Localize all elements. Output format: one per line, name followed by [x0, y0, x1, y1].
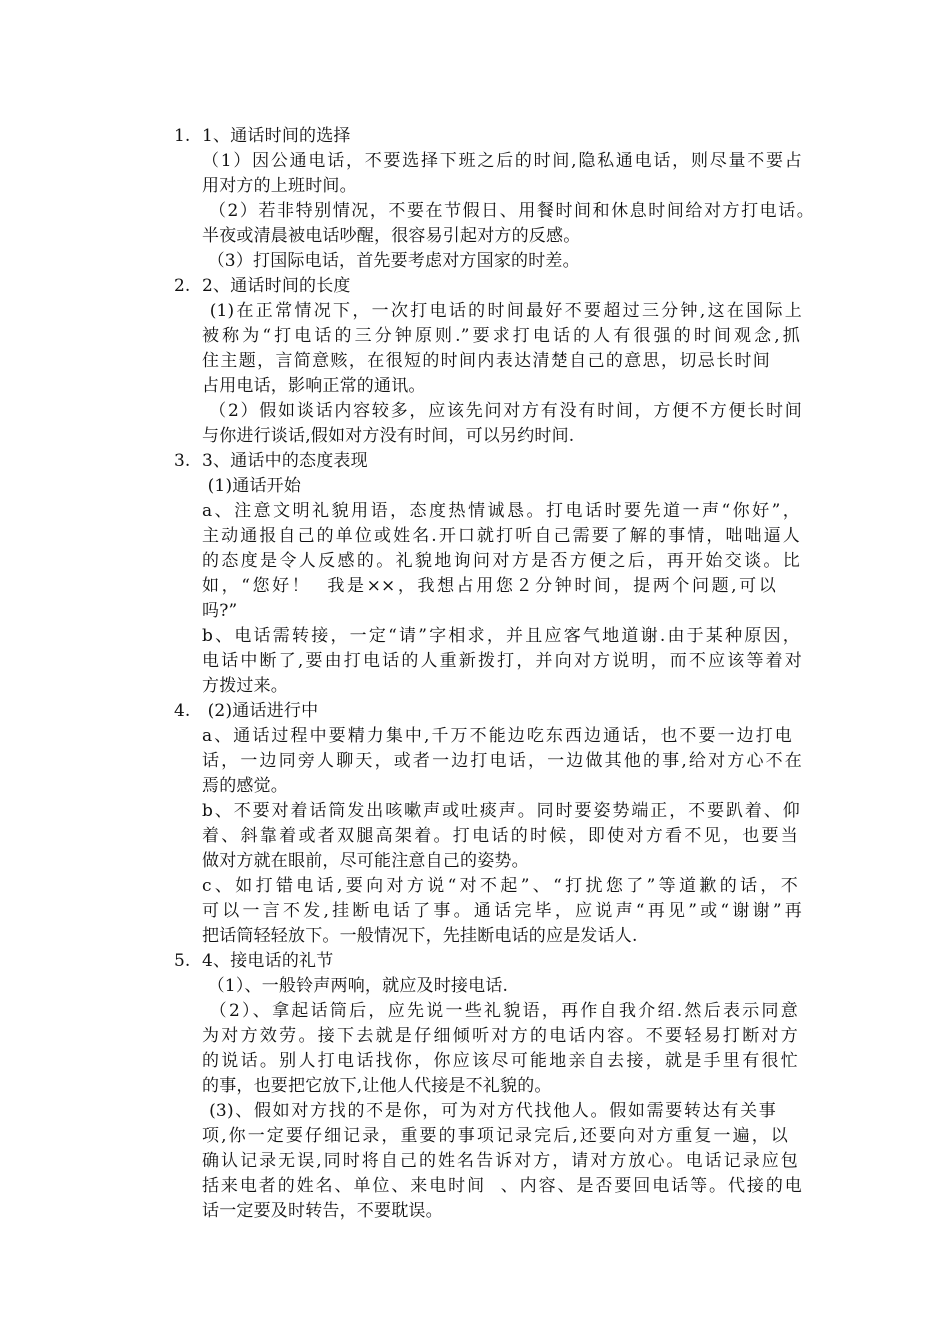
paragraph-line: 着、斜靠着或者双腿高架着。打电话的时候，即使对方看不见，也要当: [202, 826, 798, 846]
paragraph-line: 电话中断了,要由打电话的人重新拨打，并向对方说明，而不应该等着对: [202, 651, 802, 671]
paragraph-line: c、如打错电话,要向对方说“对不起”、“打扰您了”等道歉的话，不: [202, 876, 798, 896]
paragraph-line: 的态度是令人反感的。礼貌地询问对方是否方便之后，再开始交谈。比: [202, 551, 800, 571]
paragraph-line: 括来电者的姓名、单位、来电时间 、内容、是否要回电话等。代接的电: [202, 1176, 802, 1196]
section-heading: 2、通话时间的长度: [202, 276, 351, 296]
paragraph-line: b、不要对着话筒发出咳嗽声或吐痰声。同时要姿势端正，不要趴着、仰: [202, 801, 800, 821]
paragraph-line: 被称为“打电话的三分钟原则.”要求打电话的人有很强的时间观念,抓: [202, 326, 800, 346]
paragraph-line: (3)、假如对方找的不是你，可为对方代找他人。假如需要转达有关事: [202, 1101, 776, 1121]
paragraph-line: 项,你一定要仔细记录，重要的事项记录完后,还要向对方重复一遍，以: [202, 1126, 788, 1146]
paragraph-line: （2）、拿起话筒后，应先说一些礼貌语，再作自我介绍.然后表示同意: [202, 1001, 798, 1021]
list-number: 2.: [174, 276, 191, 296]
section-heading: 1、通话时间的选择: [202, 126, 351, 146]
paragraph-line: 话一定要及时转告，不要耽误。: [202, 1201, 443, 1221]
list-number: 3.: [174, 451, 191, 471]
paragraph-line: （3）打国际电话，首先要考虑对方国家的时差。: [202, 251, 580, 271]
paragraph-line: (1)在正常情况下，一次打电话的时间最好不要超过三分钟,这在国际上: [202, 301, 802, 321]
list-number: 4.: [174, 701, 191, 721]
paragraph-line: 做对方就在眼前，尽可能注意自己的姿势。: [202, 851, 529, 871]
paragraph-line: 如，“您好！ 我是××，我想占用您２分钟时间，提两个问题,可以: [202, 576, 776, 596]
paragraph-line: 的说话。别人打电话找你，你应该尽可能地亲自去接，就是手里有很忙: [202, 1051, 798, 1071]
paragraph-line: （2）假如谈话内容较多，应该先问对方有没有时间，方便不方便长时间: [202, 401, 802, 421]
paragraph-line: 的事，也要把它放下,让他人代接是不礼貌的。: [202, 1076, 552, 1096]
paragraph-line: 为对方效劳。接下去就是仔细倾听对方的电话内容。不要轻易打断对方: [202, 1026, 798, 1046]
paragraph-line: b、电话需转接，一定“请”字相求，并且应客气地道谢.由于某种原因，: [202, 626, 800, 646]
paragraph-line: 可以一言不发,挂断电话了事。通话完毕，应说声“再见”或“谢谢”再: [202, 901, 802, 921]
paragraph-line: a、通话过程中要精力集中,千万不能边吃东西边通话，也不要一边打电: [202, 726, 792, 746]
paragraph-line: （1）因公通电话，不要选择下班之后的时间,隐私通电话，则尽量不要占: [202, 151, 802, 171]
paragraph-line: 占用电话，影响正常的通讯。: [202, 376, 426, 396]
paragraph-line: 与你进行谈话,假如对方没有时间，可以另约时间.: [202, 426, 575, 446]
paragraph-line: (1)通话开始: [202, 476, 302, 496]
paragraph-line: 方拨过来。: [202, 676, 288, 696]
section-heading: 4、接电话的礼节: [202, 951, 334, 971]
section-heading: (2)通话进行中: [202, 701, 319, 721]
list-number: 5.: [174, 951, 191, 971]
paragraph-line: 把话筒轻轻放下。一般情况下，先挂断电话的应是发话人.: [202, 926, 638, 946]
paragraph-line: 吗?”: [202, 601, 238, 621]
paragraph-line: 半夜或清晨被电话吵醒，很容易引起对方的反感。: [202, 226, 581, 246]
paragraph-line: a、注意文明礼貌用语，态度热情诚恳。打电话时要先道一声“你好”，: [202, 501, 800, 521]
paragraph-line: 用对方的上班时间。: [202, 176, 357, 196]
paragraph-line: 住主题，言简意赅，在很短的时间内表达清楚自己的意思，切忌长时间: [202, 351, 770, 371]
list-number: 1.: [174, 126, 191, 146]
section-heading: 3、通话中的态度表现: [202, 451, 368, 471]
paragraph-line: 确认记录无误,同时将自己的姓名告诉对方，请对方放心。电话记录应包: [202, 1151, 798, 1171]
paragraph-line: （1）、一般铃声两响，就应及时接电话.: [202, 976, 509, 996]
paragraph-line: （2）若非特别情况，不要在节假日、用餐时间和休息时间给对方打电话。: [202, 201, 814, 221]
paragraph-line: 焉的感觉。: [202, 776, 288, 796]
paragraph-line: 话，一边同旁人聊天，或者一边打电话，一边做其他的事,给对方心不在: [202, 751, 802, 771]
paragraph-line: 主动通报自己的单位或姓名.开口就打听自己需要了解的事情，咄咄逼人: [202, 526, 800, 546]
